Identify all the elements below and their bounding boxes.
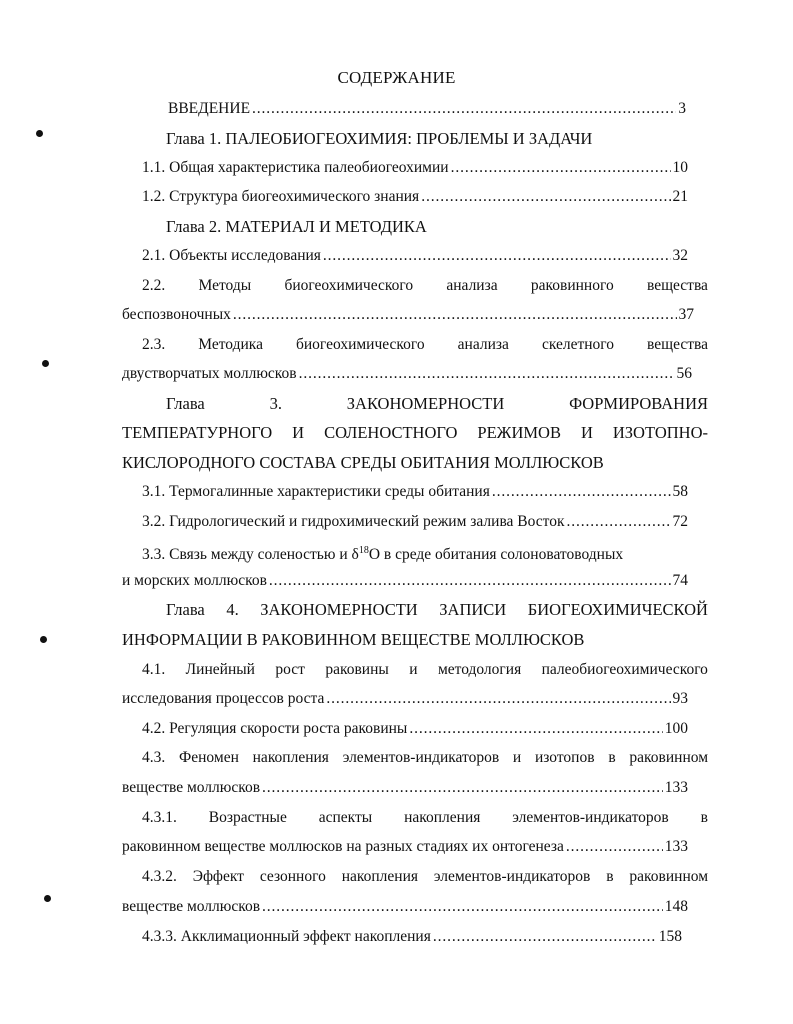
toc-page-number: 21 [672,188,688,205]
dot-leader [269,571,671,591]
dot-leader [567,512,671,532]
toc-entry-text: 3.3. Связь между соленостью и [142,546,352,564]
toc-entry-1-1[interactable] [142,158,688,178]
dot-leader [299,364,675,384]
delta-symbol: δ [351,546,359,564]
chapter-heading-1: Глава 1. ПАЛЕОБИОГЕОХИМИЯ: ПРОБЛЕМЫ И ЗАДАЧИ [166,129,593,148]
word: 4.3.2. [142,868,177,885]
word: 2.2. [142,277,166,294]
toc-entry-4-3-1[interactable] [142,808,708,828]
word: раковинного [530,277,614,294]
word: ЗАПИСИ [439,600,507,619]
dot-leader [323,246,671,266]
word: Глава [166,600,205,619]
word: элементов-индикаторов [512,809,669,826]
word: ЗАКОНОМЕРНОСТИ [346,394,505,413]
word: в [700,809,708,826]
toc-page-number: 100 [664,720,688,737]
toc-page-number: 93 [672,690,688,707]
margin-dot [36,130,43,137]
word: РЕЖИМОВ [477,423,561,442]
word: и [512,749,522,766]
isotope-superscript: 18 [358,545,369,556]
word: раковинном [629,868,708,885]
word: сезонного [259,868,326,885]
word: раковинном [629,749,708,766]
chapter-heading-3 [166,394,708,414]
toc-page-number: 133 [664,779,688,796]
toc-entry-text: исследования процессов роста [122,690,325,707]
toc-entry-text: беспозвоночных [122,306,231,323]
word: СОЛЕНОСТНОГО [324,423,458,442]
toc-entry-text: веществе моллюсков [122,779,261,796]
toc-entry-2-2[interactable] [142,276,708,296]
chapter-heading-4-line2: ИНФОРМАЦИИ В РАКОВИННОМ ВЕЩЕСТВЕ МОЛЛЮСКОВ [122,630,585,649]
toc-page-number: 37 [678,306,694,323]
word: 2.3. [142,336,166,353]
word: элементов-индикаторов [342,749,500,766]
word: биогеохимического [284,277,414,294]
toc-page-number: 3 [678,100,686,117]
toc-entry-3-1[interactable] [142,482,688,502]
toc-entry-4-2[interactable] [142,719,688,739]
toc-entry-4-1-cont[interactable] [122,689,688,709]
word: в [606,868,614,885]
toc-entry-4-3-3[interactable] [142,927,682,947]
toc-page-number: 148 [664,898,688,915]
word: ИЗОТОПНО- [612,423,708,442]
word: Методика [198,336,263,353]
dot-leader [326,689,670,709]
toc-page-number: 56 [676,365,692,382]
toc-entry-intro[interactable] [168,99,686,119]
chapter-heading-3-line2 [122,423,708,443]
dot-leader [433,927,657,947]
word: аспекты [318,809,373,826]
toc-page-number: 72 [672,513,688,530]
word: И [292,423,305,442]
word: 4.1. [142,661,166,678]
toc-entry-text: 4.2. Регуляция скорости роста раковины [142,720,408,737]
toc-entry-4-3[interactable] [142,748,708,768]
word: элементов-индикаторов [433,868,591,885]
toc-entry-3-2[interactable] [142,512,688,532]
word: накопления [404,809,481,826]
word: в [608,749,616,766]
word: рост [275,661,305,678]
word: раковины [325,661,389,678]
toc-entry-2-1[interactable] [142,246,688,266]
toc-entry-text-b: O в среде обитания солоноватоводных [368,546,624,564]
word: Глава [166,394,205,413]
word: ФОРМИРОВАНИЯ [569,394,708,413]
toc-page-number: 10 [672,159,688,176]
toc-entry-3-3-cont[interactable] [122,571,688,591]
word: 4. [226,600,239,619]
toc-page-number: 58 [672,483,688,500]
toc-entry-text: 2.1. Объекты исследования [142,247,321,264]
chapter-heading-3-line3: КИСЛОРОДНОГО СОСТАВА СРЕДЫ ОБИТАНИЯ МОЛЛЮСКОВ [122,453,604,472]
word: Феномен [179,749,239,766]
toc-entry-4-3-cont[interactable] [122,778,688,798]
word: ТЕМПЕРАТУРНОГО [122,423,273,442]
word: 4.3.1. [142,809,177,826]
toc-entry-text: 3.2. Гидрологический и гидрохимический режим залива Восток [142,513,565,530]
word: биогеохимического [296,336,425,353]
word: Эффект [192,868,244,885]
dot-leader [451,158,671,178]
word: накопления [252,749,329,766]
toc-entry-text: двустворчатых моллюсков [122,365,297,382]
word: накопления [341,868,418,885]
word: 3. [269,394,282,413]
word: анализа [457,336,509,353]
toc-entry-text: 3.1. Термогалинные характеристики среды обитания [142,483,490,500]
margin-dot [42,360,49,367]
word: методология [437,661,522,678]
toc-entry-text: веществе моллюсков [122,898,261,915]
word: Методы [198,277,252,294]
toc-entry-text: и морских моллюсков [122,572,267,589]
toc-page-number: 158 [658,928,682,945]
word: вещества [646,277,708,294]
toc-page-number: 74 [672,572,688,589]
toc-title: СОДЕРЖАНИЕ [337,68,456,87]
margin-dot [40,636,47,643]
margin-dot [44,895,51,902]
word: палеобиогеохимического [541,661,708,678]
dot-leader [262,897,663,917]
toc-entry-text: раковинном веществе моллюсков на разных стадиях их онтогенеза [122,838,564,855]
toc-entry-text: 1.1. Общая характеристика палеобиогеохимии [142,159,449,176]
toc-entry-2-3-cont[interactable] [122,364,692,384]
toc-entry-text: 4.3.3. Акклимационный эффект накопления [142,928,431,945]
word: вещества [647,336,708,353]
dot-leader [566,837,663,857]
dot-leader [409,719,662,739]
dot-leader [421,187,670,207]
toc-entry-3-3[interactable] [142,541,623,565]
word: ЗАКОНОМЕРНОСТИ [260,600,418,619]
word: БИОГЕОХИМИЧЕСКОЙ [527,600,708,619]
chapter-heading-4 [166,600,708,620]
toc-entry-1-2[interactable] [142,187,688,207]
toc-entry-text: ВВЕДЕНИЕ [168,100,251,117]
dot-leader [252,99,676,119]
chapter-heading-2: Глава 2. МАТЕРИАЛ И МЕТОДИКА [166,217,427,236]
toc-entry-4-3-2-cont[interactable] [122,897,688,917]
word: анализа [446,277,498,294]
toc-entry-4-3-1-cont[interactable] [122,837,688,857]
toc-page-number: 133 [664,838,688,855]
toc-entry-text: 1.2. Структура биогеохимического знания [142,188,420,205]
dot-leader [262,778,663,798]
word: И [580,423,593,442]
toc-entry-4-1[interactable] [142,660,708,680]
dot-leader [233,305,677,325]
toc-page-number: 32 [672,247,688,264]
toc-entry-4-3-2[interactable] [142,867,708,887]
word: и [409,661,418,678]
word: Линейный [185,661,255,678]
word: скелетного [541,336,614,353]
dot-leader [492,482,671,502]
toc-entry-2-3[interactable] [142,335,708,355]
word: 4.3. [142,749,166,766]
word: изотопов [534,749,595,766]
word: Возрастные [208,809,287,826]
toc-entry-2-2-cont[interactable] [122,305,694,325]
